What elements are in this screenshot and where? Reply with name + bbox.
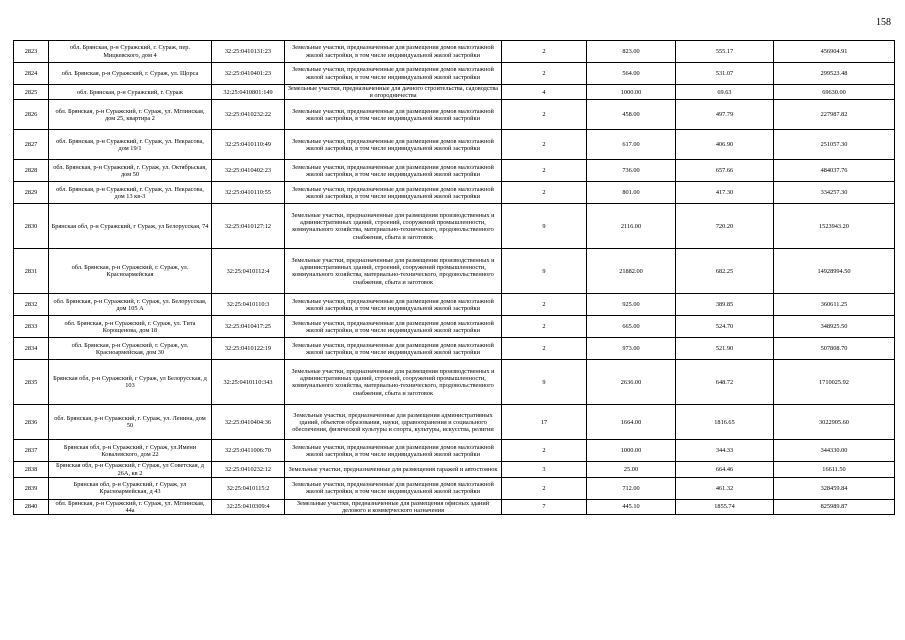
table-row: [14, 130, 895, 160]
use-group-cell: 9: [502, 204, 587, 249]
area-cell: 2636.00: [587, 360, 676, 405]
table-row: [14, 405, 895, 440]
address-cell: Брянская обл, р-н Суражский, г Сураж, ул Белорусская, д 103: [49, 360, 212, 405]
cadastral-number-cell: 32:25:0411006:70: [212, 440, 285, 462]
area-cell: 973.00: [587, 338, 676, 360]
row-number-cell: 2838: [14, 462, 49, 477]
permitted-use-cell: Земельные участки, предназначенные для размещения домов малоэтажной жилой застройки, в том числе индивидуальной жилой застройки: [285, 294, 502, 316]
area-cell: 665.00: [587, 316, 676, 338]
use-group-cell: 2: [502, 182, 587, 204]
area-cell: 617.00: [587, 130, 676, 160]
cadastral-number-cell: 32:25:0410115:2: [212, 477, 285, 499]
permitted-use-cell: Земельные участки, предназначенные для размещения административных зданий, объектов образования, науки, здравоохранения и социального обеспечения, физической культуры и спорта, культуры, искусства, религии: [285, 405, 502, 440]
permitted-use-cell: Земельные участки, предназначенные для дачного строительства, садоводства и огородничества: [285, 85, 502, 100]
row-number-cell: 2839: [14, 477, 49, 499]
unit-price-cell: 417.30: [676, 182, 774, 204]
address-cell: обл. Брянская, р-н Суражский, г. Сураж, ул. Белорусская, дом 105 А: [49, 294, 212, 316]
unit-price-cell: 344.33: [676, 440, 774, 462]
use-group-cell: 2: [502, 130, 587, 160]
permitted-use-cell: Земельные участки, предназначенные для размещения гаражей и автостоянок: [285, 462, 502, 477]
table-row: [14, 204, 895, 249]
table-row: [14, 160, 895, 182]
cadastral-value-cell: 825989.87: [774, 499, 895, 514]
page-number: 158: [876, 17, 891, 28]
row-number-cell: 2828: [14, 160, 49, 182]
row-number-cell: 2823: [14, 41, 49, 63]
address-cell: обл. Брянская, р-н Суражский, г. Сураж, ул. Мглинская, 44а: [49, 499, 212, 514]
cadastral-value-cell: 14928994.50: [774, 249, 895, 294]
unit-price-cell: 524.70: [676, 316, 774, 338]
unit-price-cell: 497.79: [676, 100, 774, 130]
address-cell: Брянская обл, р-н Суражский, г Сураж, ул Белорусская, 74: [49, 204, 212, 249]
address-cell: обл. Брянская, р-н Суражский, г. Сураж, ул. Красноармейская: [49, 249, 212, 294]
cadastral-number-cell: 32:25:0410110:343: [212, 360, 285, 405]
row-number-cell: 2827: [14, 130, 49, 160]
permitted-use-cell: Земельные участки, предназначенные для размещения домов малоэтажной жилой застройки, в том числе индивидуальной жилой застройки: [285, 338, 502, 360]
cadastral-number-cell: 32:25:0410122:19: [212, 338, 285, 360]
address-cell: Брянская обл, р-н Суражский, г Сураж, ул Советская, д 26А, кв 2: [49, 462, 212, 477]
cadastral-number-cell: 32:25:0410131:23: [212, 41, 285, 63]
permitted-use-cell: Земельные участки, предназначенные для размещения производственных и административных зданий, строений, сооружений промышленности, коммунального хозяйства, материально-технического, продовольственного снабжения, сбыта и заготовок: [285, 360, 502, 405]
cadastral-value-cell: 227987.82: [774, 100, 895, 130]
use-group-cell: 9: [502, 360, 587, 405]
cadastral-value-table: [13, 40, 895, 515]
cadastral-value-cell: 484037.76: [774, 160, 895, 182]
cadastral-number-cell: 32:25:0410112:4: [212, 249, 285, 294]
table-row: [14, 462, 895, 477]
cadastral-number-cell: 32:25:0410110:55: [212, 182, 285, 204]
unit-price-cell: 682.25: [676, 249, 774, 294]
cadastral-number-cell: 32:25:0410401:23: [212, 63, 285, 85]
area-cell: 801.00: [587, 182, 676, 204]
address-cell: обл. Брянская, р-н Суражский, г. Сураж, ул. Октябрьская, дом 50: [49, 160, 212, 182]
address-cell: Брянская обл, р-н Суражский, г Сураж, ул Красноармейская, д 43: [49, 477, 212, 499]
use-group-cell: 2: [502, 160, 587, 182]
area-cell: 1664.00: [587, 405, 676, 440]
cadastral-number-cell: 32:25:0410127:12: [212, 204, 285, 249]
row-number-cell: 2832: [14, 294, 49, 316]
table-body: [14, 41, 895, 515]
area-cell: 564.00: [587, 63, 676, 85]
row-number-cell: 2830: [14, 204, 49, 249]
table-row: [14, 338, 895, 360]
address-cell: обл. Брянская, р-н Суражский, г. Сураж, ул. Тита Корощенова, дом 18: [49, 316, 212, 338]
area-cell: 736.00: [587, 160, 676, 182]
use-group-cell: 2: [502, 338, 587, 360]
table-row: [14, 182, 895, 204]
area-cell: 1000.00: [587, 85, 676, 100]
use-group-cell: 2: [502, 477, 587, 499]
row-number-cell: 2833: [14, 316, 49, 338]
cadastral-number-cell: 32:25:0410402:23: [212, 160, 285, 182]
row-number-cell: 2840: [14, 499, 49, 514]
address-cell: Брянская обл, р-н Суражский, г Сураж, ул.Имени Ковалевского, дом 22: [49, 440, 212, 462]
unit-price-cell: 461.32: [676, 477, 774, 499]
area-cell: 21882.00: [587, 249, 676, 294]
row-number-cell: 2836: [14, 405, 49, 440]
unit-price-cell: 657.66: [676, 160, 774, 182]
cadastral-value-cell: 334257.30: [774, 182, 895, 204]
area-cell: 25.00: [587, 462, 676, 477]
cadastral-value-cell: 16611.50: [774, 462, 895, 477]
table-row: [14, 41, 895, 63]
permitted-use-cell: Земельные участки, предназначенные для размещения домов малоэтажной жилой застройки, в том числе индивидуальной жилой застройки: [285, 477, 502, 499]
cadastral-number-cell: 32:25:0410801:149: [212, 85, 285, 100]
row-number-cell: 2837: [14, 440, 49, 462]
address-cell: обл. Брянская, р-н Суражский, г. Сураж: [49, 85, 212, 100]
table-row: [14, 477, 895, 499]
area-cell: 1000.00: [587, 440, 676, 462]
table-row: [14, 499, 895, 514]
permitted-use-cell: Земельные участки, предназначенные для размещения производственных и административных зданий, строений, сооружений промышленности, коммунального хозяйства, материально-технического, продовольственного снабжения, сбыта и заготовок: [285, 249, 502, 294]
row-number-cell: 2824: [14, 63, 49, 85]
use-group-cell: 3: [502, 462, 587, 477]
row-number-cell: 2826: [14, 100, 49, 130]
address-cell: обл. Брянская, р-н Суражский, г. Сураж, ул. Некрасова, дом 19/1: [49, 130, 212, 160]
row-number-cell: 2825: [14, 85, 49, 100]
cadastral-value-cell: 507808.70: [774, 338, 895, 360]
address-cell: обл. Брянская, р-н Суражский, г. Сураж, ул. Красноармейская, дом 30: [49, 338, 212, 360]
cadastral-number-cell: 32:25:0410232:22: [212, 100, 285, 130]
cadastral-value-cell: 328459.84: [774, 477, 895, 499]
unit-price-cell: 720.20: [676, 204, 774, 249]
address-cell: обл. Брянская, р-н Суражский, г. Сураж, пер. Мицкевского, дом 4: [49, 41, 212, 63]
unit-price-cell: 1855.74: [676, 499, 774, 514]
table-row: [14, 440, 895, 462]
cadastral-number-cell: 32:25:0410232:12: [212, 462, 285, 477]
permitted-use-cell: Земельные участки, предназначенные для размещения домов малоэтажной жилой застройки, в том числе индивидуальной жилой застройки: [285, 41, 502, 63]
row-number-cell: 2834: [14, 338, 49, 360]
use-group-cell: 7: [502, 499, 587, 514]
use-group-cell: 2: [502, 440, 587, 462]
use-group-cell: 2: [502, 294, 587, 316]
area-cell: 712.00: [587, 477, 676, 499]
cadastral-value-cell: 456904.91: [774, 41, 895, 63]
unit-price-cell: 389.85: [676, 294, 774, 316]
table-row: [14, 63, 895, 85]
use-group-cell: 2: [502, 100, 587, 130]
address-cell: обл. Брянская, р-н Суражский, г. Сураж, ул. Некрасова, дом 13 кв-3: [49, 182, 212, 204]
permitted-use-cell: Земельные участки, предназначенные для размещения домов малоэтажной жилой застройки, в том числе индивидуальной жилой застройки: [285, 160, 502, 182]
area-cell: 458.00: [587, 100, 676, 130]
area-cell: 2116.00: [587, 204, 676, 249]
unit-price-cell: 1816.65: [676, 405, 774, 440]
unit-price-cell: 406.90: [676, 130, 774, 160]
area-cell: 445.10: [587, 499, 676, 514]
unit-price-cell: 648.72: [676, 360, 774, 405]
cadastral-value-cell: 1523943.20: [774, 204, 895, 249]
address-cell: обл. Брянская, р-н Суражский, г. Сураж, ул. Мглинская, дом 25, квартира 2: [49, 100, 212, 130]
cadastral-value-cell: 3022905.60: [774, 405, 895, 440]
use-group-cell: 4: [502, 85, 587, 100]
address-cell: обл. Брянская, р-н Суражский, г. Сураж, ул. Щорса: [49, 63, 212, 85]
cadastral-number-cell: 32:25:0410309:4: [212, 499, 285, 514]
cadastral-value-cell: 251057.30: [774, 130, 895, 160]
table-row: [14, 249, 895, 294]
row-number-cell: 2829: [14, 182, 49, 204]
row-number-cell: 2835: [14, 360, 49, 405]
cadastral-value-cell: 299523.48: [774, 63, 895, 85]
use-group-cell: 9: [502, 249, 587, 294]
unit-price-cell: 555.17: [676, 41, 774, 63]
row-number-cell: 2831: [14, 249, 49, 294]
address-cell: обл. Брянская, р-н Суражский, г. Сураж, ул. Ленина, дом 50: [49, 405, 212, 440]
permitted-use-cell: Земельные участки, предназначенные для размещения производственных и административных зданий, строений, сооружений промышленности, коммунального хозяйства, материально-технического, продовольственного снабжения, сбыта и заготовок: [285, 204, 502, 249]
cadastral-value-cell: 360611.25: [774, 294, 895, 316]
permitted-use-cell: Земельные участки, предназначенные для размещения домов малоэтажной жилой застройки, в том числе индивидуальной жилой застройки: [285, 63, 502, 85]
unit-price-cell: 664.46: [676, 462, 774, 477]
permitted-use-cell: Земельные участки, предназначенные для размещения офисных зданий делового и коммерческого назначения: [285, 499, 502, 514]
use-group-cell: 2: [502, 316, 587, 338]
permitted-use-cell: Земельные участки, предназначенные для размещения домов малоэтажной жилой застройки, в том числе индивидуальной жилой застройки: [285, 130, 502, 160]
table-row: [14, 294, 895, 316]
use-group-cell: 2: [502, 41, 587, 63]
table-row: [14, 316, 895, 338]
cadastral-number-cell: 32:25:0410404:36: [212, 405, 285, 440]
unit-price-cell: 531.07: [676, 63, 774, 85]
unit-price-cell: 521.90: [676, 338, 774, 360]
use-group-cell: 17: [502, 405, 587, 440]
permitted-use-cell: Земельные участки, предназначенные для размещения домов малоэтажной жилой застройки, в том числе индивидуальной жилой застройки: [285, 100, 502, 130]
unit-price-cell: 69.63: [676, 85, 774, 100]
cadastral-value-cell: 348925.50: [774, 316, 895, 338]
permitted-use-cell: Земельные участки, предназначенные для размещения домов малоэтажной жилой застройки, в том числе индивидуальной жилой застройки: [285, 316, 502, 338]
permitted-use-cell: Земельные участки, предназначенные для размещения домов малоэтажной жилой застройки, в том числе индивидуальной жилой застройки: [285, 182, 502, 204]
table-row: [14, 85, 895, 100]
cadastral-number-cell: 32:25:0410110:49: [212, 130, 285, 160]
table-row: [14, 100, 895, 130]
cadastral-value-cell: 344330.00: [774, 440, 895, 462]
permitted-use-cell: Земельные участки, предназначенные для размещения домов малоэтажной жилой застройки, в том числе индивидуальной жилой застройки: [285, 440, 502, 462]
table-row: [14, 360, 895, 405]
use-group-cell: 2: [502, 63, 587, 85]
cadastral-number-cell: 32:25:0410110:3: [212, 294, 285, 316]
area-cell: 925.00: [587, 294, 676, 316]
cadastral-value-cell: 69630.00: [774, 85, 895, 100]
cadastral-value-cell: 1710025.92: [774, 360, 895, 405]
cadastral-number-cell: 32:25:0410417:25: [212, 316, 285, 338]
area-cell: 823.00: [587, 41, 676, 63]
